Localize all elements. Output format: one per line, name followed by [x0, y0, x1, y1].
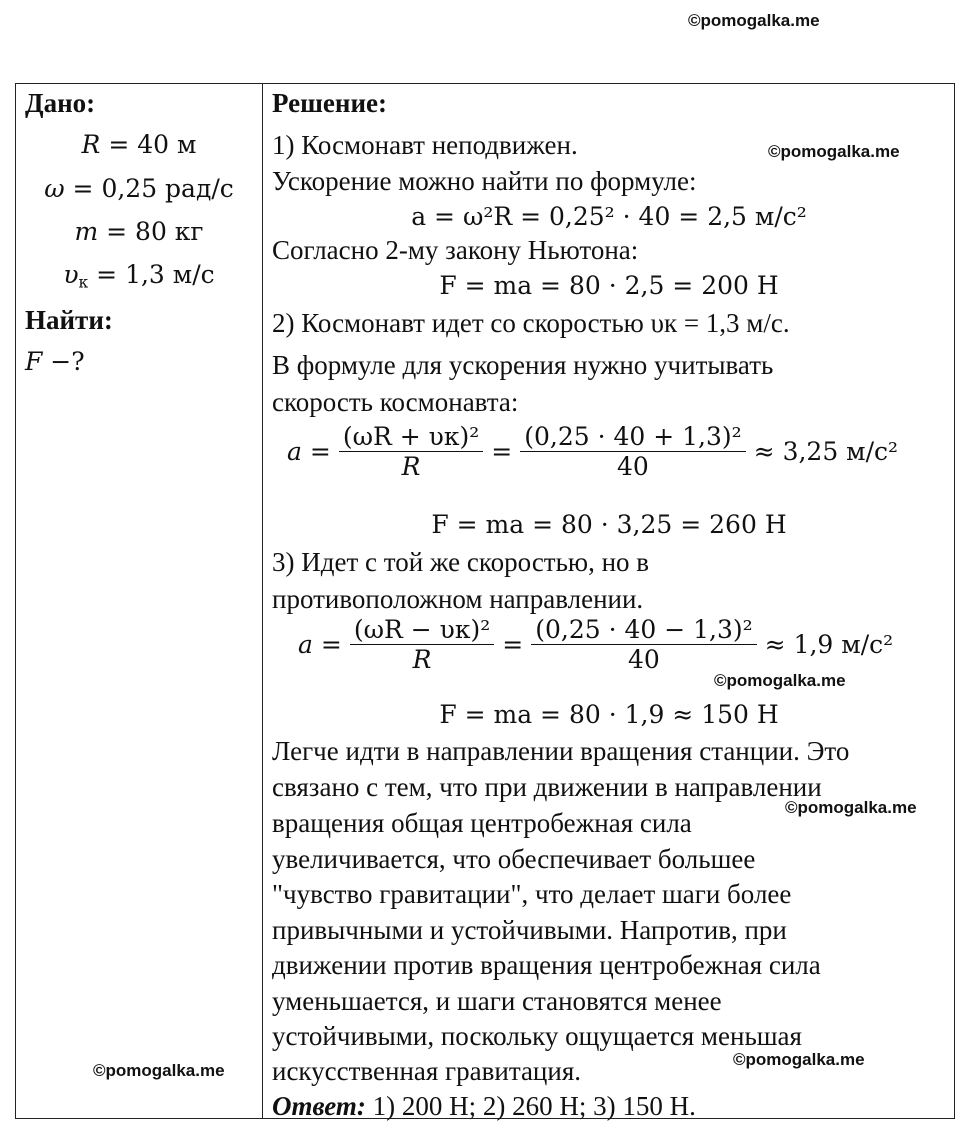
equation-acceleration-1: a = ω²R = 0,25² · 40 = 2,5 м/с² — [411, 202, 807, 231]
case-2-title: 2) Космонавт идет со скоростью υк = 1,3 м/с. — [272, 308, 790, 338]
conclusion-line: Легче идти в направлении вращения станции. Это — [272, 736, 850, 766]
find-question: −? — [42, 347, 85, 376]
accel-symbol: a — [287, 437, 302, 466]
fraction-numeric-numerator: (0,25 · 40 − 1,3)² — [531, 617, 756, 645]
equation-force-3: F = ma = 80 · 1,9 ≈ 150 Н — [439, 700, 779, 729]
answer-line — [272, 1093, 696, 1120]
given-omega — [16, 176, 262, 201]
given-column — [16, 84, 263, 1119]
equation-acceleration-3 — [298, 617, 893, 672]
radius-symbol: R — [81, 130, 101, 159]
fraction-numeric — [520, 424, 745, 479]
equals-sign: = — [309, 437, 331, 466]
velocity-symbol: υ — [63, 260, 79, 289]
fraction-formula — [350, 617, 494, 672]
newton-law-text: Согласно 2-му закону Ньютона: — [272, 235, 639, 265]
velocity-subscript: к — [78, 273, 89, 292]
equals-sign: = — [320, 630, 342, 659]
fraction-numeric-numerator: (0,25 · 40 + 1,3)² — [520, 424, 745, 452]
solution-table — [15, 83, 955, 1119]
solution-heading: Решение: — [272, 88, 387, 118]
equals-sign: = — [491, 437, 513, 466]
conclusion-line: движении против вращения центробежная сила — [272, 950, 821, 980]
force-symbol: F — [25, 347, 43, 376]
conclusion-line: уменьшается, и шаги становятся менее — [272, 986, 722, 1016]
conclusion-line: устойчивыми, поскольку ощущается меньшая — [272, 1021, 802, 1051]
acceleration-intro: Ускорение можно найти по формуле: — [272, 166, 697, 196]
fraction-numeric — [531, 617, 756, 672]
conclusion-line: связано с тем, что при движении в направлении — [272, 772, 822, 802]
fraction-formula — [339, 424, 483, 479]
equation-acceleration-2 — [287, 424, 898, 479]
given-heading: Дано: — [25, 88, 96, 118]
conclusion-line: увеличивается, что обеспечивает большее — [272, 844, 756, 874]
conclusion-line: привычными и устойчивыми. Напротив, при — [272, 915, 787, 945]
velocity-value: = 1,3 м/с — [96, 260, 215, 289]
case-2-text-line2: скорость космонавта: — [272, 387, 519, 417]
case-3-title-line1: 3) Идет с той же скоростью, но в — [272, 547, 650, 577]
acceleration-2-result: ≈ 3,25 м/с² — [753, 437, 899, 466]
case-1-title: 1) Космонавт неподвижен. — [272, 130, 578, 160]
find-target — [25, 349, 85, 374]
watermark-bottom-right: ©pomogalka.me — [733, 1050, 865, 1069]
watermark-mid: ©pomogalka.me — [714, 671, 846, 690]
case-2-text-line1: В формуле для ускорения нужно учитывать — [272, 350, 774, 380]
answer-label: Ответ: — [272, 1091, 366, 1121]
solution-column — [263, 84, 955, 1119]
watermark-solution-top: ©pomogalka.me — [768, 142, 900, 161]
equation-force-1: F = ma = 80 · 2,5 = 200 Н — [439, 271, 779, 300]
mass-value: = 80 кг — [106, 217, 204, 246]
watermark-lower: ©pomogalka.me — [785, 798, 917, 817]
given-velocity — [16, 260, 262, 292]
fraction-numeric-denominator: 40 — [617, 452, 649, 481]
fraction-numeric-denominator: 40 — [628, 645, 660, 674]
conclusion-line: вращения общая центробежная сила — [272, 808, 692, 838]
equation-force-2: F = ma = 80 · 3,25 = 260 Н — [431, 510, 787, 539]
fraction-formula-denominator: R — [401, 452, 421, 481]
find-heading: Найти: — [25, 305, 113, 335]
watermark-top: ©pomogalka.me — [688, 11, 820, 30]
accel-symbol: a — [298, 630, 313, 659]
conclusion-line: искусственная гравитация. — [272, 1056, 581, 1086]
omega-value: = 0,25 рад/с — [72, 174, 234, 203]
omega-symbol: ω — [44, 174, 65, 203]
acceleration-3-result: ≈ 1,9 м/с² — [764, 630, 894, 659]
given-mass — [16, 219, 262, 244]
watermark-bottom-left: ©pomogalka.me — [93, 1061, 225, 1080]
equals-sign: = — [502, 630, 524, 659]
answer-text: 1) 200 Н; 2) 260 Н; 3) 150 Н. — [365, 1091, 696, 1121]
conclusion-line: "чувство гравитации", что делает шаги более — [272, 879, 792, 909]
mass-symbol: m — [74, 217, 99, 246]
fraction-formula-numerator: (ωR − υк)² — [350, 617, 494, 645]
given-radius — [16, 132, 262, 157]
fraction-formula-denominator: R — [412, 645, 432, 674]
radius-value: = 40 м — [108, 130, 197, 159]
fraction-formula-numerator: (ωR + υк)² — [339, 424, 483, 452]
case-3-title-line2: противоположном направлении. — [272, 584, 644, 614]
